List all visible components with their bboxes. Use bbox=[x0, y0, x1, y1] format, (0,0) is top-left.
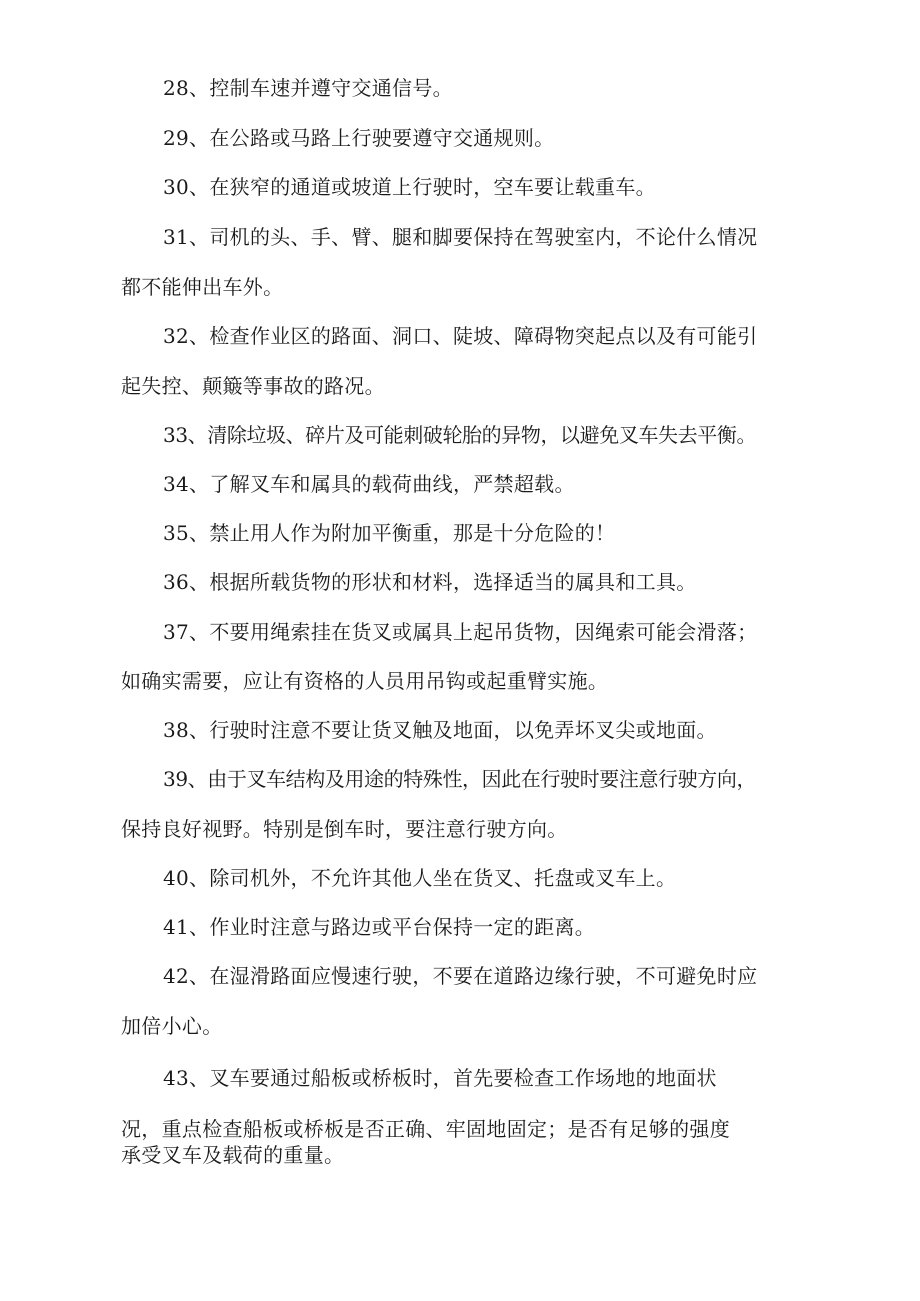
text-line: 40、除司机外，不允许其他人坐在货叉、托盘或叉车上。 bbox=[163, 866, 677, 890]
text-line: 32、检查作业区的路面、洞口、陡坡、障碍物突起点以及有可能引 bbox=[163, 324, 758, 348]
text-line: 36、根据所载货物的形状和材料，选择适当的属具和工具。 bbox=[163, 570, 697, 594]
text-line: 如确实需要，应让有资格的人员用吊钩或起重臂实施。 bbox=[121, 669, 609, 693]
text-line: 都不能伸出车外。 bbox=[121, 275, 284, 299]
text-line: 42、在湿滑路面应慢速行驶，不要在道路边缘行驶，不可避免时应 bbox=[163, 964, 758, 988]
text-line: 加倍小心。 bbox=[121, 1014, 223, 1038]
text-line: 29、在公路或马路上行驶要遵守交通规则。 bbox=[163, 126, 555, 150]
text-line: 30、在狭窄的通道或坡道上行驶时，空车要让载重车。 bbox=[163, 175, 656, 199]
text-line: 35、禁止用人作为附加平衡重，那是十分危险的！ bbox=[163, 521, 616, 545]
text-line: 31、司机的头、手、臂、腿和脚要保持在驾驶室内，不论什么情况 bbox=[163, 225, 758, 249]
text-line: 况，重点检查船板或桥板是否正确、牢固地固定；是否有足够的强度 bbox=[121, 1117, 730, 1141]
text-line: 承受叉车及载荷的重量。 bbox=[121, 1143, 345, 1167]
text-line: 28、控制车速并遵守交通信号。 bbox=[163, 76, 453, 100]
text-line: 34、了解叉车和属具的载荷曲线，严禁超载。 bbox=[163, 472, 575, 496]
text-line: 33、清除垃圾、碎片及可能刺破轮胎的异物，以避免叉车失去平衡。 bbox=[163, 423, 757, 447]
text-line: 起失控、颠簸等事故的路况。 bbox=[121, 374, 385, 398]
text-line: 37、不要用绳索挂在货叉或属具上起吊货物，因绳索可能会滑落； bbox=[163, 620, 758, 644]
text-line: 38、行驶时注意不要让货叉触及地面，以免弄坏叉尖或地面。 bbox=[163, 718, 717, 742]
text-line: 43、叉车要通过船板或桥板时，首先要检查工作场地的地面状 bbox=[163, 1066, 717, 1090]
text-line: 39、由于叉车结构及用途的特殊性，因此在行驶时要注意行驶方向， bbox=[163, 767, 757, 791]
text-line: 41、作业时注意与路边或平台保持一定的距离。 bbox=[163, 915, 596, 939]
text-line: 保持良好视野。特别是倒车时，要注意行驶方向。 bbox=[121, 817, 568, 841]
